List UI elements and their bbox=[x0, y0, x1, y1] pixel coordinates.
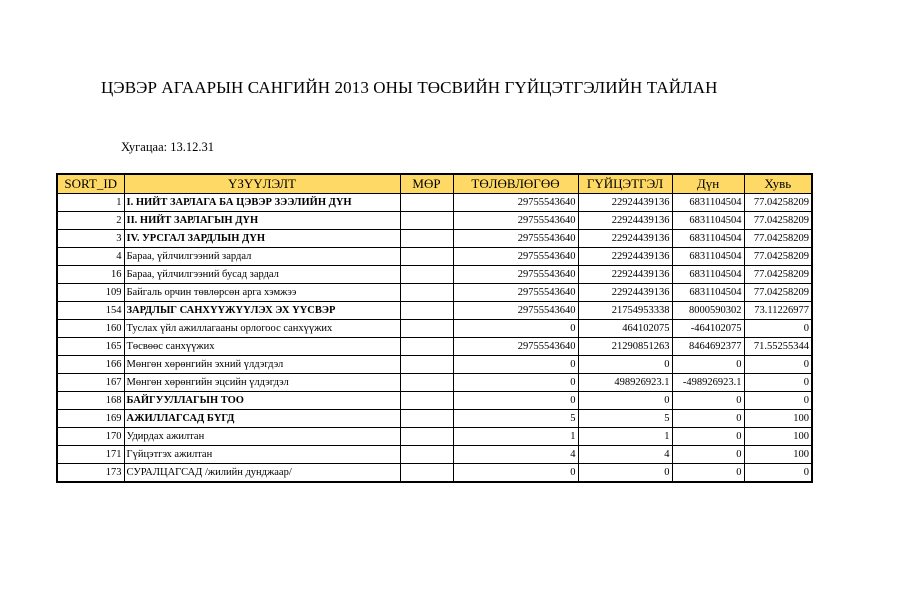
cell-plan: 5 bbox=[453, 410, 578, 428]
cell-row-number bbox=[400, 338, 453, 356]
cell-row-number bbox=[400, 266, 453, 284]
cell-indicator: Туслах үйл ажиллагааны орлогоос санхүүжих bbox=[124, 320, 400, 338]
header-plan: ТӨЛӨВЛӨГӨӨ bbox=[453, 174, 578, 194]
cell-difference: 6831104504 bbox=[672, 230, 744, 248]
table-row bbox=[57, 194, 812, 212]
budget-table bbox=[56, 173, 813, 483]
cell-difference: 0 bbox=[672, 356, 744, 374]
cell-plan: 29755543640 bbox=[453, 284, 578, 302]
cell-indicator: Бараа, үйлчилгээний зардал bbox=[124, 248, 400, 266]
table-row bbox=[57, 284, 812, 302]
cell-row-number bbox=[400, 248, 453, 266]
header-difference: Дүн bbox=[672, 174, 744, 194]
cell-actual: 21754953338 bbox=[578, 302, 672, 320]
cell-sort-id: 168 bbox=[57, 392, 124, 410]
cell-actual: 0 bbox=[578, 392, 672, 410]
cell-indicator: Байгаль орчин төвлөрсөн арга хэмжээ bbox=[124, 284, 400, 302]
table-row bbox=[57, 266, 812, 284]
cell-percent: 0 bbox=[744, 464, 812, 483]
cell-sort-id: 169 bbox=[57, 410, 124, 428]
table-row bbox=[57, 374, 812, 392]
cell-plan: 0 bbox=[453, 464, 578, 483]
cell-percent: 77.04258209 bbox=[744, 266, 812, 284]
cell-actual: 4 bbox=[578, 446, 672, 464]
cell-percent: 0 bbox=[744, 320, 812, 338]
cell-plan: 0 bbox=[453, 320, 578, 338]
cell-actual: 5 bbox=[578, 410, 672, 428]
cell-indicator: АЖИЛЛАГСАД БҮГД bbox=[124, 410, 400, 428]
cell-difference: 6831104504 bbox=[672, 194, 744, 212]
cell-sort-id: 171 bbox=[57, 446, 124, 464]
cell-sort-id: 4 bbox=[57, 248, 124, 266]
cell-indicator: IV. УРСГАЛ ЗАРДЛЫН ДҮН bbox=[124, 230, 400, 248]
cell-plan: 29755543640 bbox=[453, 338, 578, 356]
cell-row-number bbox=[400, 302, 453, 320]
header-percent: Хувь bbox=[744, 174, 812, 194]
cell-difference: 8464692377 bbox=[672, 338, 744, 356]
cell-row-number bbox=[400, 356, 453, 374]
cell-row-number bbox=[400, 374, 453, 392]
cell-difference: 0 bbox=[672, 410, 744, 428]
cell-plan: 0 bbox=[453, 356, 578, 374]
cell-plan: 29755543640 bbox=[453, 248, 578, 266]
cell-indicator: Бараа, үйлчилгээний бусад зардал bbox=[124, 266, 400, 284]
header-indicator: ҮЗҮҮЛЭЛТ bbox=[124, 174, 400, 194]
cell-indicator: Мөнгөн хөрөнгийн эхний үлдэгдэл bbox=[124, 356, 400, 374]
cell-percent: 0 bbox=[744, 374, 812, 392]
cell-plan: 0 bbox=[453, 374, 578, 392]
cell-row-number bbox=[400, 410, 453, 428]
cell-actual: 21290851263 bbox=[578, 338, 672, 356]
cell-plan: 29755543640 bbox=[453, 194, 578, 212]
cell-difference: 6831104504 bbox=[672, 284, 744, 302]
cell-sort-id: 109 bbox=[57, 284, 124, 302]
table-row bbox=[57, 410, 812, 428]
cell-difference: 0 bbox=[672, 464, 744, 483]
cell-actual: 464102075 bbox=[578, 320, 672, 338]
report-date: Хугацаа: 13.12.31 bbox=[121, 140, 214, 154]
table-row bbox=[57, 464, 812, 483]
table-row bbox=[57, 392, 812, 410]
table-row bbox=[57, 302, 812, 320]
cell-actual: 22924439136 bbox=[578, 266, 672, 284]
cell-indicator: I. НИЙТ ЗАРЛАГА БА ЦЭВЭР ЗЭЭЛИЙН ДҮН bbox=[124, 194, 400, 212]
cell-difference: 0 bbox=[672, 428, 744, 446]
cell-actual: 1 bbox=[578, 428, 672, 446]
header-sort-id: SORT_ID bbox=[57, 174, 124, 194]
cell-actual: 498926923.1 bbox=[578, 374, 672, 392]
cell-indicator: II. НИЙТ ЗАРЛАГЫН ДҮН bbox=[124, 212, 400, 230]
cell-sort-id: 3 bbox=[57, 230, 124, 248]
cell-percent: 77.04258209 bbox=[744, 194, 812, 212]
cell-difference: 0 bbox=[672, 446, 744, 464]
cell-actual: 22924439136 bbox=[578, 248, 672, 266]
cell-actual: 0 bbox=[578, 356, 672, 374]
cell-difference: 0 bbox=[672, 392, 744, 410]
cell-percent: 0 bbox=[744, 392, 812, 410]
cell-row-number bbox=[400, 212, 453, 230]
cell-difference: 6831104504 bbox=[672, 212, 744, 230]
cell-percent: 77.04258209 bbox=[744, 248, 812, 266]
cell-indicator: СУРАЛЦАГСАД /жилийн дунджаар/ bbox=[124, 464, 400, 483]
table-row bbox=[57, 248, 812, 266]
cell-sort-id: 160 bbox=[57, 320, 124, 338]
cell-sort-id: 173 bbox=[57, 464, 124, 483]
cell-difference: -464102075 bbox=[672, 320, 744, 338]
cell-indicator: ЗАРДЛЫГ САНХҮҮЖҮҮЛЭХ ЭХ ҮҮСВЭР bbox=[124, 302, 400, 320]
cell-actual: 22924439136 bbox=[578, 212, 672, 230]
cell-sort-id: 165 bbox=[57, 338, 124, 356]
cell-percent: 77.04258209 bbox=[744, 284, 812, 302]
cell-indicator: Удирдах ажилтан bbox=[124, 428, 400, 446]
cell-plan: 1 bbox=[453, 428, 578, 446]
cell-row-number bbox=[400, 320, 453, 338]
table-row bbox=[57, 338, 812, 356]
cell-actual: 22924439136 bbox=[578, 194, 672, 212]
cell-row-number bbox=[400, 428, 453, 446]
cell-difference: -498926923.1 bbox=[672, 374, 744, 392]
cell-plan: 29755543640 bbox=[453, 266, 578, 284]
cell-indicator: Гүйцэтгэх ажилтан bbox=[124, 446, 400, 464]
cell-percent: 77.04258209 bbox=[744, 230, 812, 248]
cell-plan: 0 bbox=[453, 392, 578, 410]
cell-row-number bbox=[400, 392, 453, 410]
cell-row-number bbox=[400, 194, 453, 212]
cell-row-number bbox=[400, 284, 453, 302]
cell-percent: 100 bbox=[744, 410, 812, 428]
cell-difference: 6831104504 bbox=[672, 248, 744, 266]
cell-actual: 0 bbox=[578, 464, 672, 483]
cell-sort-id: 2 bbox=[57, 212, 124, 230]
cell-actual: 22924439136 bbox=[578, 284, 672, 302]
table-row bbox=[57, 230, 812, 248]
cell-sort-id: 1 bbox=[57, 194, 124, 212]
report-title: ЦЭВЭР АГААРЫН САНГИЙН 2013 ОНЫ ТӨСВИЙН ГҮЙЦЭТГЭЛИЙН ТАЙЛАН bbox=[101, 78, 718, 97]
cell-sort-id: 16 bbox=[57, 266, 124, 284]
table-row bbox=[57, 212, 812, 230]
cell-row-number bbox=[400, 230, 453, 248]
header-actual: ГҮЙЦЭТГЭЛ bbox=[578, 174, 672, 194]
cell-difference: 6831104504 bbox=[672, 266, 744, 284]
cell-plan: 29755543640 bbox=[453, 212, 578, 230]
cell-percent: 71.55255344 bbox=[744, 338, 812, 356]
table-header-row bbox=[57, 174, 812, 194]
table-row bbox=[57, 428, 812, 446]
table-row bbox=[57, 320, 812, 338]
cell-percent: 77.04258209 bbox=[744, 212, 812, 230]
cell-plan: 29755543640 bbox=[453, 302, 578, 320]
cell-percent: 73.11226977 bbox=[744, 302, 812, 320]
cell-percent: 100 bbox=[744, 428, 812, 446]
cell-indicator: Мөнгөн хөрөнгийн эцсийн үлдэгдэл bbox=[124, 374, 400, 392]
cell-sort-id: 170 bbox=[57, 428, 124, 446]
cell-plan: 4 bbox=[453, 446, 578, 464]
table-row bbox=[57, 446, 812, 464]
cell-sort-id: 166 bbox=[57, 356, 124, 374]
cell-difference: 8000590302 bbox=[672, 302, 744, 320]
cell-row-number bbox=[400, 464, 453, 483]
cell-row-number bbox=[400, 446, 453, 464]
cell-actual: 22924439136 bbox=[578, 230, 672, 248]
cell-sort-id: 154 bbox=[57, 302, 124, 320]
header-row-number: МӨР bbox=[400, 174, 453, 194]
cell-indicator: БАЙГУУЛЛАГЫН ТОО bbox=[124, 392, 400, 410]
cell-sort-id: 167 bbox=[57, 374, 124, 392]
cell-percent: 0 bbox=[744, 356, 812, 374]
cell-percent: 100 bbox=[744, 446, 812, 464]
table-row bbox=[57, 356, 812, 374]
cell-indicator: Төсвөөс санхүүжих bbox=[124, 338, 400, 356]
cell-plan: 29755543640 bbox=[453, 230, 578, 248]
